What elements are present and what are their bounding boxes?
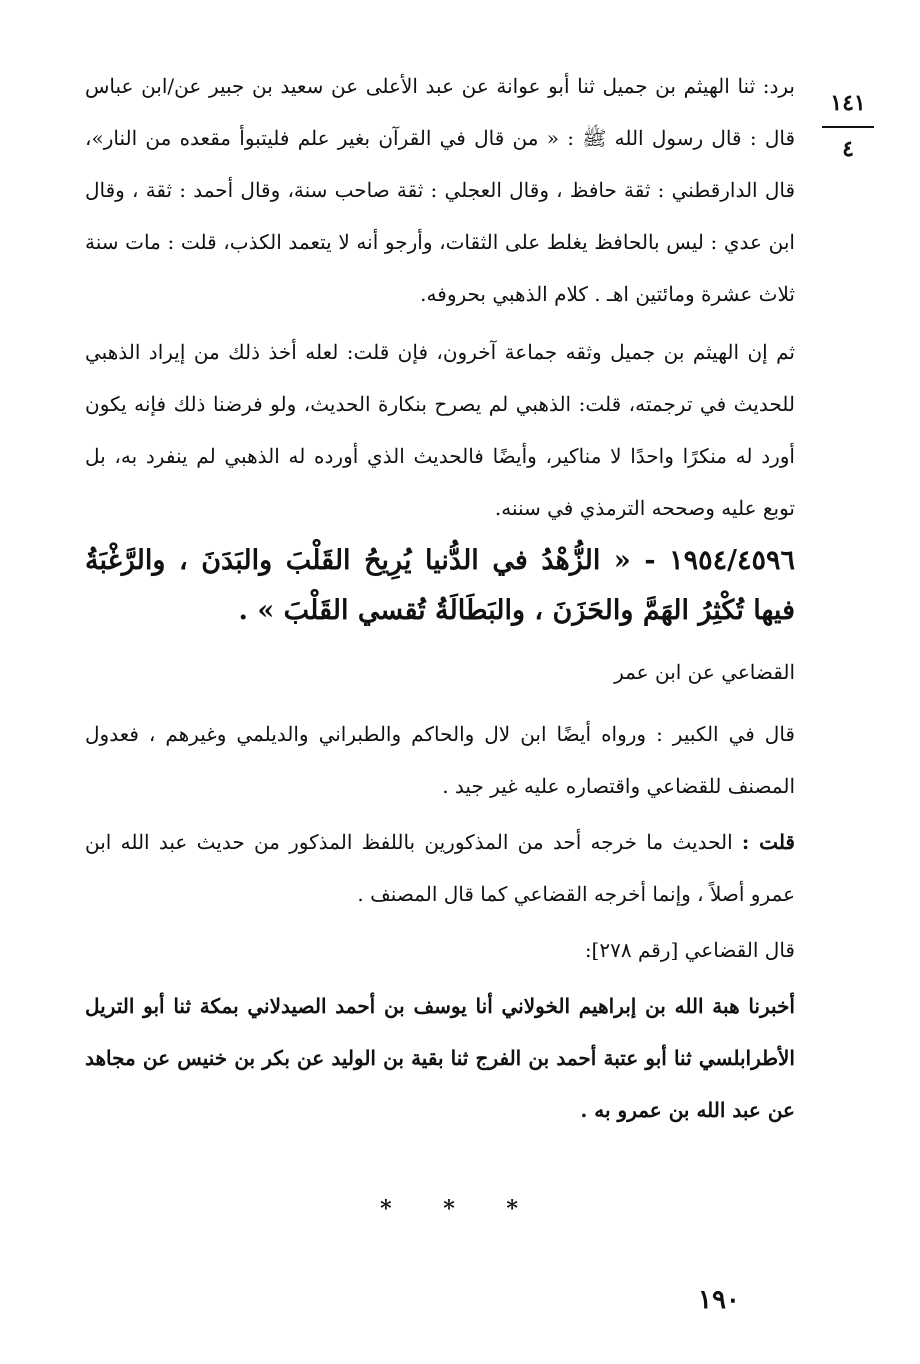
isnad-paragraph: أخبرنا هبة الله بن إبراهيم الخولاني أنا يوسف بن أحمد الصيدلاني بمكة ثنا أبو التريل الأطرابلسي ثنا أبو عتبة أحمد بن الفرج ثنا بقية بن الوليد عن بكر بن خنيس عن مجاهد عن عبد الله بن عمرو به . xyxy=(85,994,795,1122)
section-stars: * * * xyxy=(380,1196,540,1222)
paragraph-discussion: ثم إن الهيثم بن جميل وثقه جماعة آخرون، فإن قلت: لعله أخذ ذلك من إيراد الذهبي للحديث في ترجمته، قلت: الذهبي لم يصرح بنكارة الحديث، ولو فرضنا ذلك فإنه يكون أورد له منكرًا واحدًا لا مناكير، وأيضًا فالحديث الذي أورده له الذهبي لم ينفرد به، بل توبع عليه وصححه الترمذي في سننه. xyxy=(85,340,795,520)
hadith-text: ١٩٥٤/٤٥٩٦ - « الزُّهْدُ في الدُّنيا يُرِيحُ القَلْبَ والبَدَنَ ، والرَّغْبَةُ فيها تُكْثِرُ الهَمَّ والحَزَنَ ، والبَطَالَةُ تُقسي القَلْبَ » . xyxy=(85,545,795,626)
margin-divider xyxy=(822,126,874,128)
hadith-source: القضاعي عن ابن عمر xyxy=(614,660,795,684)
margin-number-top: ١٤١ xyxy=(830,90,866,116)
paragraph-biography: برد: ثنا الهيثم بن جميل ثنا أبو عوانة عن عبد الأعلى عن سعيد بن جبير عن/ابن عباس قال : قال رسول الله ﷺ : « من قال في القرآن بغير علم فليتبوأ مقعده من النار»، قال الدارقطني : ثقة حافظ ، وقال العجلي : ثقة صاحب سنة، وقال أحمد : ثقة ، وقال ابن عدي : ليس بالحافظ يغلط على الثقات، وأرجو أنه لا يتعمد الكذب، قلت : مات سنة ثلاث عشرة ومائتين اهـ . كلام الذهبي بحروفه. xyxy=(85,74,795,306)
page-number: ١٩٠ xyxy=(698,1285,740,1315)
commentary-paragraph: قال في الكبير : ورواه أيضًا ابن لال والحاكم والطبراني والديلمي وغيرهم ، فعدول المصنف للقضاعي واقتصاره عليه غير جيد . xyxy=(85,722,795,798)
main-text xyxy=(85,60,795,1136)
note-paragraph xyxy=(85,816,795,920)
citation-label: قال القضاعي [رقم ٢٧٨]: xyxy=(584,938,795,962)
margin-number-bottom: ٤ xyxy=(842,136,854,162)
margin-reference xyxy=(818,92,878,160)
note-text: الحديث ما خرجه أحد من المذكورين باللفظ المذكور من حديث عبد الله ابن عمرو أصلاً ، وإنما أخرجه القضاعي كما قال المصنف . xyxy=(85,830,795,906)
note-lead: قلت : xyxy=(741,830,795,854)
